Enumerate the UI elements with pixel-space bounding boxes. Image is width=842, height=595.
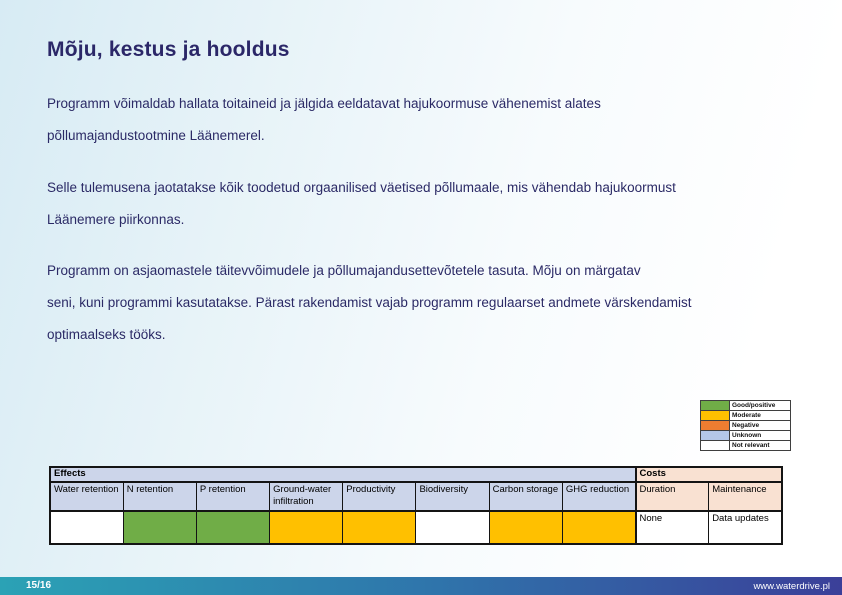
cell-ground-water-infiltration: [270, 511, 343, 544]
header-ground-water-infiltration: Ground-water infiltration: [270, 482, 343, 511]
paragraph-1-line-1: Programm võimaldab hallata toitaineid ja jälgida eeldatavat hajukoormuse vähenemist alates: [47, 96, 601, 111]
paragraph-3: [47, 255, 692, 351]
header-ghg-reduction: GHG reduction: [562, 482, 635, 511]
legend-row-negative: [701, 421, 791, 431]
paragraph-1-line-2: põllumajandustootmine Läänemerel.: [47, 128, 265, 143]
cell-biodiversity: [416, 511, 489, 544]
paragraph-2-line-1: Selle tulemusena jaotatakse kõik toodetud orgaanilised väetised põllumaale, mis vähendab hajukoormust: [47, 180, 676, 195]
effects-costs-table: [49, 466, 783, 545]
page-number: 15/16: [26, 580, 52, 591]
legend-row-not-relevant: [701, 441, 791, 451]
header-duration: Duration: [636, 482, 709, 511]
paragraph-1: [47, 88, 601, 152]
cell-carbon-storage: [489, 511, 562, 544]
cell-p-retention: [196, 511, 269, 544]
costs-band-header: Costs: [636, 467, 783, 482]
legend-swatch-not-relevant: [701, 441, 730, 451]
cell-maintenance: Data updates: [709, 511, 782, 544]
header-water-retention: Water retention: [50, 482, 123, 511]
legend-label-moderate: Moderate: [730, 411, 791, 421]
header-p-retention: P retention: [196, 482, 269, 511]
cell-ghg-reduction: [562, 511, 635, 544]
paragraph-2: [47, 172, 676, 236]
header-biodiversity: Biodiversity: [416, 482, 489, 511]
paragraph-3-line-2: seni, kuni programmi kasutatakse. Pärast rakendamist vajab programm regulaarset andmete värskendamist: [47, 295, 692, 310]
cell-water-retention: [50, 511, 123, 544]
cell-n-retention: [123, 511, 196, 544]
header-n-retention: N retention: [123, 482, 196, 511]
effects-band-header: Effects: [50, 467, 636, 482]
website-url: www.waterdrive.pl: [753, 581, 830, 592]
cell-productivity: [343, 511, 416, 544]
page-title: Mõju, kestus ja hooldus: [47, 38, 290, 61]
table-band-row: [50, 467, 782, 482]
paragraph-3-line-1: Programm on asjaomastele täitevvõimudele ja põllumajandusettevõtetele tasuta. Mõju on märgatav: [47, 263, 641, 278]
table-header-row: [50, 482, 782, 511]
legend-swatch-moderate: [701, 411, 730, 421]
legend-row-moderate: [701, 411, 791, 421]
legend-swatch-good-positive: [701, 401, 730, 411]
paragraph-3-line-3: optimaalseks tööks.: [47, 327, 166, 342]
legend-row-good-positive: [701, 401, 791, 411]
legend-label-good-positive: Good/positive: [730, 401, 791, 411]
legend-label-unknown: Unknown: [730, 431, 791, 441]
header-maintenance: Maintenance: [709, 482, 782, 511]
legend-label-not-relevant: Not relevant: [730, 441, 791, 451]
header-productivity: Productivity: [343, 482, 416, 511]
paragraph-2-line-2: Läänemere piirkonnas.: [47, 212, 185, 227]
legend-row-unknown: [701, 431, 791, 441]
table-data-row: [50, 511, 782, 544]
legend-table: [700, 400, 791, 451]
cell-duration: None: [636, 511, 709, 544]
legend-swatch-unknown: [701, 431, 730, 441]
legend-label-negative: Negative: [730, 421, 791, 431]
footer-bar: [0, 577, 842, 595]
legend-swatch-negative: [701, 421, 730, 431]
header-carbon-storage: Carbon storage: [489, 482, 562, 511]
